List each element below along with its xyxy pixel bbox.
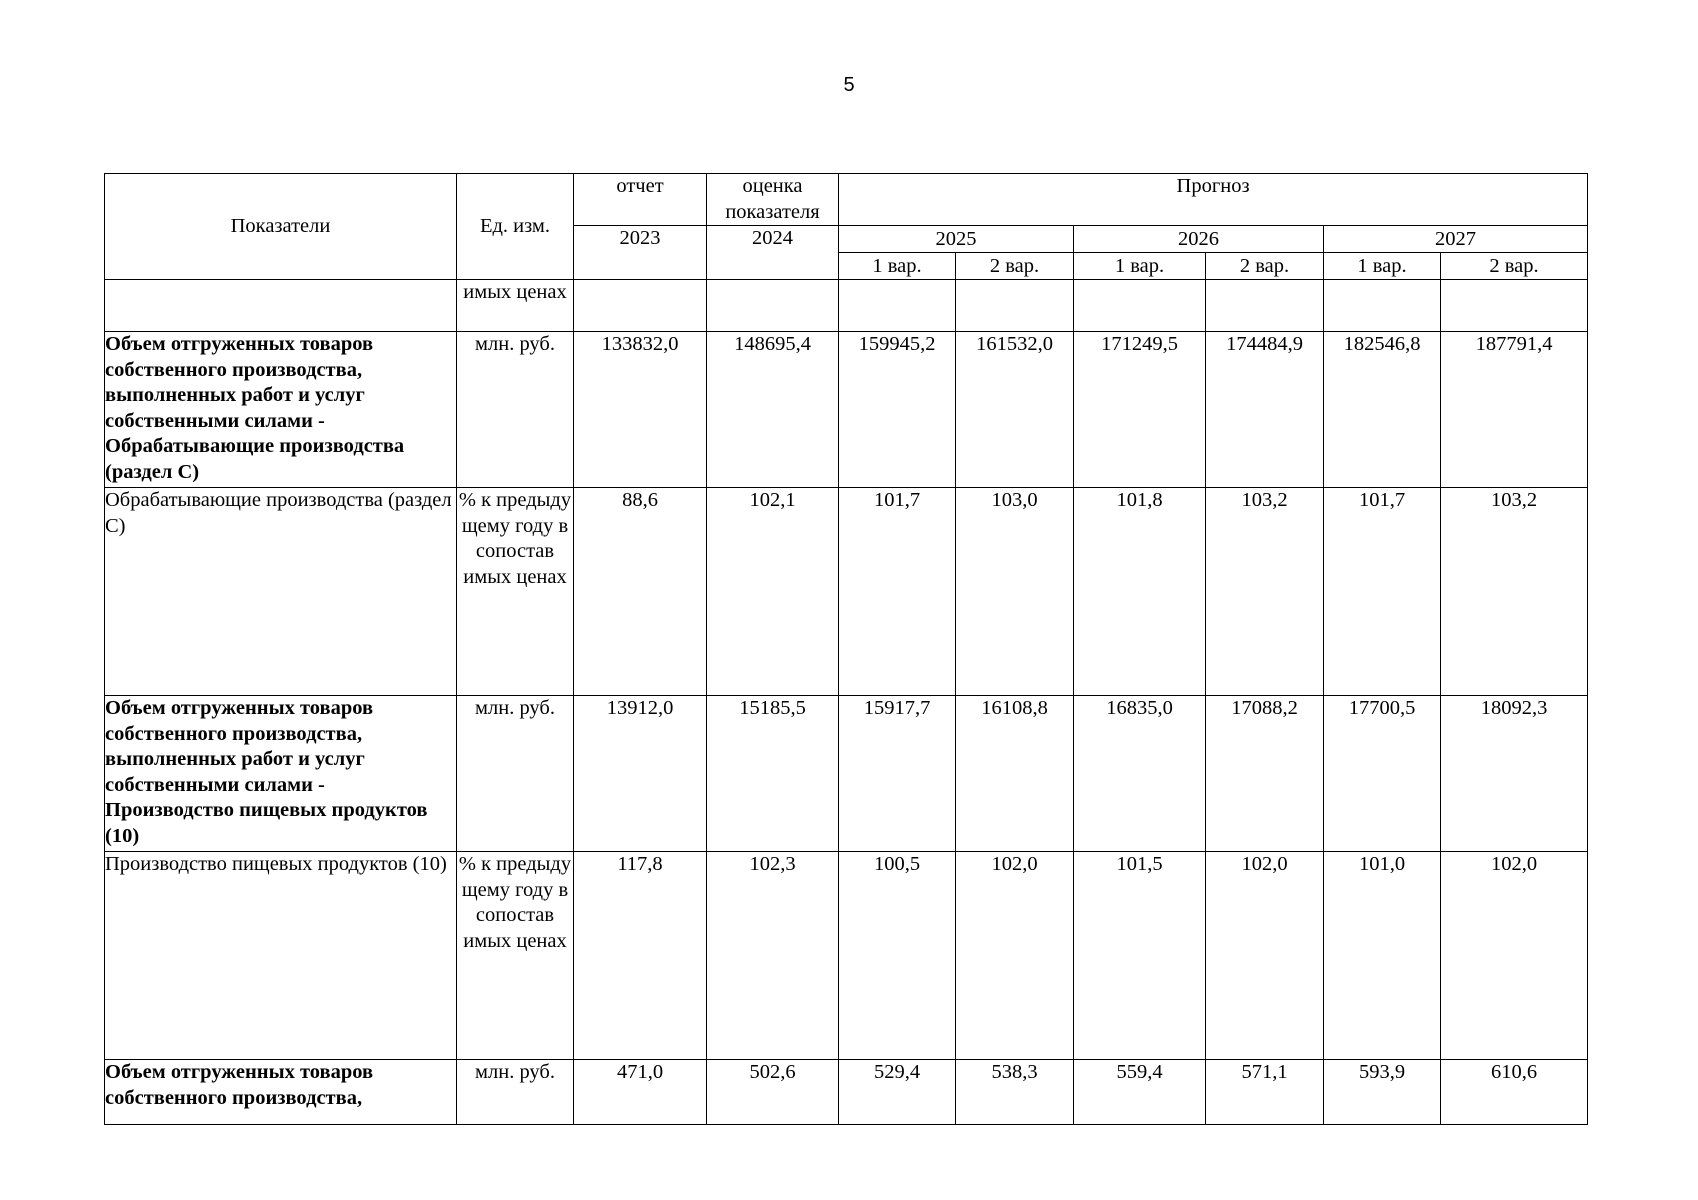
value-2025-v1: 529,4 (839, 1060, 956, 1125)
header-report: отчет (574, 174, 707, 226)
value-2027-v2: 103,2 (1441, 488, 1588, 696)
header-variant-2026-2: 2 вар. (1206, 253, 1324, 280)
value-2027-v2 (1441, 280, 1588, 332)
row-unit: % к предыду щему году в сопостав имых ценах (457, 852, 574, 1060)
value-2023: 133832,0 (574, 332, 707, 488)
value-2026-v2 (1206, 280, 1324, 332)
value-2024: 15185,5 (707, 696, 839, 852)
row-unit: % к предыду щему году в сопостав имых ценах (457, 488, 574, 696)
value-2026-v2: 174484,9 (1206, 332, 1324, 488)
value-2023 (574, 280, 707, 332)
value-2023: 13912,0 (574, 696, 707, 852)
header-year-2025: 2025 (839, 226, 1074, 253)
value-2025-v1: 15917,7 (839, 696, 956, 852)
header-variant-2027-2: 2 вар. (1441, 253, 1588, 280)
value-2023: 471,0 (574, 1060, 707, 1125)
value-2027-v1: 182546,8 (1324, 332, 1441, 488)
value-2025-v2: 538,3 (956, 1060, 1074, 1125)
value-2027-v2: 18092,3 (1441, 696, 1588, 852)
value-2026-v1: 101,5 (1074, 852, 1206, 1060)
row-indicator (105, 280, 457, 332)
value-2026-v2: 17088,2 (1206, 696, 1324, 852)
table-header (105, 174, 1588, 280)
value-2024: 502,6 (707, 1060, 839, 1125)
value-2025-v2: 102,0 (956, 852, 1074, 1060)
forecast-table (104, 173, 1588, 1125)
table-row (105, 1060, 1588, 1125)
header-variant-2025-2: 2 вар. (956, 253, 1074, 280)
table-row (105, 852, 1588, 1060)
value-2024: 102,1 (707, 488, 839, 696)
row-unit: млн. руб. (457, 1060, 574, 1125)
header-year-2027: 2027 (1324, 226, 1588, 253)
row-indicator: Объем отгруженных товаров собственного производства, (105, 1060, 457, 1125)
value-2025-v1: 101,7 (839, 488, 956, 696)
value-2025-v2: 16108,8 (956, 696, 1074, 852)
value-2025-v1: 159945,2 (839, 332, 956, 488)
value-2027-v1: 101,7 (1324, 488, 1441, 696)
row-unit: млн. руб. (457, 696, 574, 852)
row-indicator: Объем отгруженных товаров собственного производства, выполненных работ и услуг собственными силами - Обрабатывающие производства (раздел С) (105, 332, 457, 488)
value-2024: 102,3 (707, 852, 839, 1060)
value-2026-v1: 16835,0 (1074, 696, 1206, 852)
value-2026-v2: 103,2 (1206, 488, 1324, 696)
header-forecast: Прогноз (839, 174, 1588, 226)
header-variant-2027-1: 1 вар. (1324, 253, 1441, 280)
row-indicator: Обрабатывающие производства (раздел С) (105, 488, 457, 696)
header-year-2024: 2024 (707, 226, 839, 280)
value-2025-v2 (956, 280, 1074, 332)
value-2026-v1: 559,4 (1074, 1060, 1206, 1125)
value-2027-v2: 102,0 (1441, 852, 1588, 1060)
value-2025-v2: 103,0 (956, 488, 1074, 696)
header-variant-2025-1: 1 вар. (839, 253, 956, 280)
value-2027-v2: 187791,4 (1441, 332, 1588, 488)
table-row (105, 280, 1588, 332)
value-2026-v2: 571,1 (1206, 1060, 1324, 1125)
value-2027-v1: 101,0 (1324, 852, 1441, 1060)
value-2027-v1 (1324, 280, 1441, 332)
value-2027-v1: 593,9 (1324, 1060, 1441, 1125)
value-2024 (707, 280, 839, 332)
row-indicator: Объем отгруженных товаров собственного производства, выполненных работ и услуг собственными силами - Производство пищевых продуктов (10) (105, 696, 457, 852)
value-2024: 148695,4 (707, 332, 839, 488)
table-row (105, 332, 1588, 488)
table-row (105, 488, 1588, 696)
value-2027-v2: 610,6 (1441, 1060, 1588, 1125)
value-2025-v1: 100,5 (839, 852, 956, 1060)
row-indicator: Производство пищевых продуктов (10) (105, 852, 457, 1060)
value-2025-v2: 161532,0 (956, 332, 1074, 488)
value-2023: 117,8 (574, 852, 707, 1060)
row-unit: млн. руб. (457, 332, 574, 488)
table-row (105, 696, 1588, 852)
value-2026-v1: 171249,5 (1074, 332, 1206, 488)
value-2026-v1 (1074, 280, 1206, 332)
header-estimate: оценка показателя (707, 174, 839, 226)
value-2027-v1: 17700,5 (1324, 696, 1441, 852)
value-2026-v2: 102,0 (1206, 852, 1324, 1060)
table-body (105, 280, 1588, 1125)
value-2023: 88,6 (574, 488, 707, 696)
header-indicators: Показатели (105, 174, 457, 280)
page-number: 5 (843, 74, 855, 96)
header-unit: Ед. изм. (457, 174, 574, 280)
header-year-2023: 2023 (574, 226, 707, 280)
row-unit: имых ценах (457, 280, 574, 332)
header-year-2026: 2026 (1074, 226, 1324, 253)
header-variant-2026-1: 1 вар. (1074, 253, 1206, 280)
value-2025-v1 (839, 280, 956, 332)
value-2026-v1: 101,8 (1074, 488, 1206, 696)
